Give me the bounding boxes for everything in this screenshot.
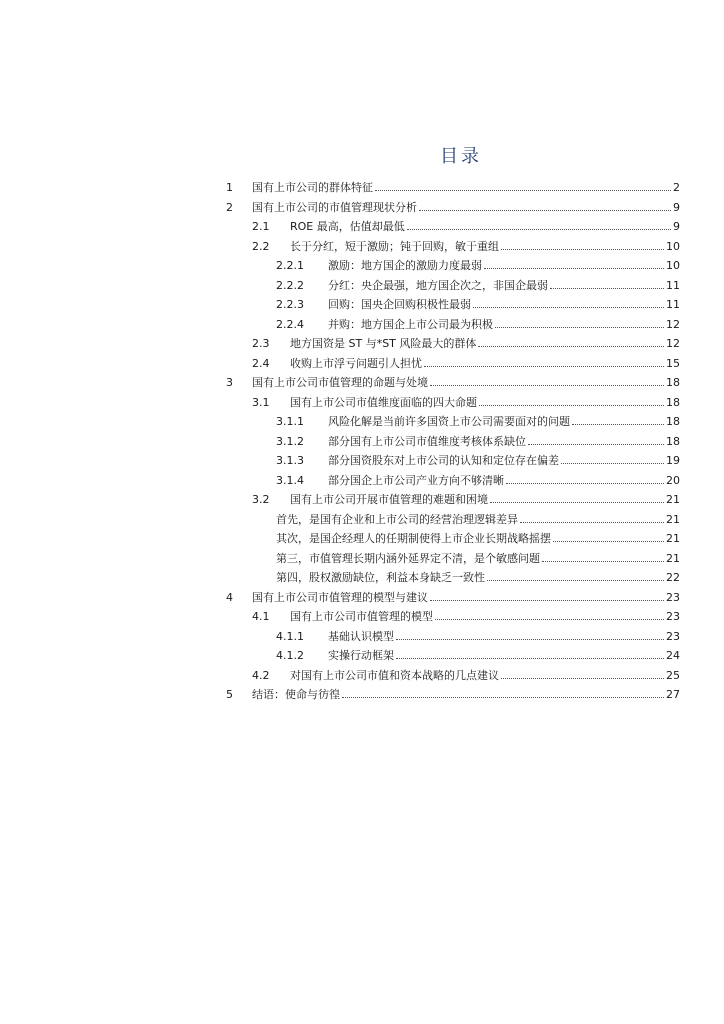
toc-entry-number: 2.2.4: [276, 317, 304, 331]
toc-entry-number: 4.2: [252, 668, 270, 682]
toc-entry[interactable]: [252, 235, 680, 253]
toc-entry-title: 分红：央企最强，地方国企次之，非国企最弱: [328, 278, 548, 292]
toc-entry-page: 18: [666, 376, 680, 389]
toc-entry-page: 10: [666, 239, 680, 253]
toc-entry-number: 1: [226, 181, 233, 194]
toc-entry[interactable]: [276, 293, 680, 311]
toc-entry-page: 27: [666, 688, 680, 701]
toc-entry[interactable]: [252, 332, 680, 350]
toc-dot-leader: [495, 327, 664, 328]
toc-entry-page: 23: [666, 629, 680, 643]
toc-entry-number: 2.2.2: [276, 278, 304, 292]
toc-entry-number: 2.1: [252, 220, 270, 233]
toc-title: 目录: [440, 146, 482, 167]
toc-dot-leader: [430, 600, 664, 601]
toc-entry-page: 9: [673, 200, 680, 214]
toc-dot-leader: [419, 210, 671, 211]
toc-entry-number: 3.2: [252, 493, 270, 506]
toc-entry-title: 收购上市浮亏问题引人担忧: [290, 356, 422, 370]
toc-entry[interactable]: [226, 586, 680, 604]
toc-entry[interactable]: [276, 469, 680, 487]
toc-entry[interactable]: [276, 644, 680, 662]
toc-dot-leader: [553, 541, 664, 542]
toc-entry-page: 23: [666, 590, 680, 604]
toc-entry-page: 25: [666, 668, 680, 682]
toc-entry-number: 2.2: [252, 239, 270, 253]
toc-entry-title: 激励：地方国企的激励力度最弱: [328, 259, 482, 272]
toc-entry-title: 风险化解是当前许多国资上市公司需要面对的问题: [328, 415, 570, 428]
toc-entry-number: 4.1: [252, 610, 270, 623]
toc-entry-title: 地方国资是 ST 与*ST 风险最大的群体: [290, 337, 477, 350]
toc-entry-title: 并购：地方国企上市公司最为积极: [328, 317, 493, 331]
toc-dot-leader: [430, 385, 664, 386]
toc-entry-title: 长于分红，短于激励；钝于回购，敏于重组: [290, 239, 499, 253]
toc-entry-page: 22: [666, 571, 680, 584]
toc-entry-page: 12: [666, 317, 680, 331]
toc-dot-leader: [478, 346, 664, 347]
toc-entry-number: 3.1: [252, 395, 270, 409]
toc-entry[interactable]: [276, 449, 680, 467]
toc-entry[interactable]: [276, 274, 680, 292]
toc-dot-leader: [473, 307, 664, 308]
toc-entry-title: 第四，股权激励缺位，利益本身缺乏一致性: [276, 571, 485, 584]
toc-dot-leader: [528, 444, 664, 445]
toc-entry[interactable]: [226, 196, 680, 214]
toc-entry-page: 21: [666, 493, 680, 506]
toc-entry[interactable]: [276, 625, 680, 643]
toc-entry[interactable]: [226, 683, 680, 701]
toc-dot-leader: [342, 697, 664, 698]
toc-entry-title: 对国有上市公司市值和资本战略的几点建议: [290, 668, 499, 682]
toc-entry-title: 第三，市值管理长期内涵外延界定不清，是个敏感问题: [276, 551, 540, 565]
toc-entry-number: 3.1.3: [276, 454, 304, 467]
toc-entry[interactable]: [226, 371, 680, 389]
toc-entry-page: 23: [666, 610, 680, 623]
toc-dot-leader: [542, 561, 664, 562]
toc-entry-number: 3.1.1: [276, 415, 304, 428]
toc-entry-number: 3.1.4: [276, 473, 304, 487]
toc-entry[interactable]: [226, 176, 680, 194]
toc-entry[interactable]: [276, 430, 680, 448]
toc-dot-leader: [484, 268, 664, 269]
toc-dot-leader: [375, 190, 671, 191]
toc-entry-page: 20: [666, 473, 680, 487]
toc-dot-leader: [407, 229, 671, 230]
toc-entry-title: 回购：国央企回购积极性最弱: [328, 298, 471, 311]
toc-entry-page: 11: [666, 298, 680, 311]
toc-entry[interactable]: [252, 605, 680, 623]
toc-dot-leader: [396, 658, 664, 659]
toc-dot-leader: [435, 619, 664, 620]
toc-entry-number: 4: [226, 590, 233, 604]
toc-entry[interactable]: [276, 508, 680, 526]
toc-entry[interactable]: [276, 527, 680, 545]
toc-dot-leader: [550, 288, 664, 289]
toc-entry-number: 4.1.2: [276, 649, 304, 662]
toc-entry-page: 18: [666, 415, 680, 428]
toc-entry-page: 2: [673, 181, 680, 194]
toc-entry-page: 12: [666, 337, 680, 350]
toc-dot-leader: [396, 639, 664, 640]
toc-dot-leader: [490, 502, 664, 503]
toc-dot-leader: [501, 678, 664, 679]
toc-dot-leader: [487, 580, 664, 581]
toc-entry-page: 15: [666, 356, 680, 370]
toc-entry-page: 9: [673, 220, 680, 233]
toc-entry-title: 国有上市公司市值管理的模型: [290, 610, 433, 623]
toc-dot-leader: [572, 424, 664, 425]
toc-entry[interactable]: [252, 391, 680, 409]
toc-entry-page: 18: [666, 434, 680, 448]
toc-entry-title: 国有上市公司市值维度面临的四大命题: [290, 395, 477, 409]
toc-entry[interactable]: [276, 547, 680, 565]
toc-entry-page: 18: [666, 395, 680, 409]
toc-entry-title: 部分国有上市公司市值维度考核体系缺位: [328, 434, 526, 448]
toc-entry-page: 11: [666, 278, 680, 292]
toc-entry[interactable]: [252, 352, 680, 370]
toc-entry-title: 国有上市公司的群体特征: [252, 181, 373, 194]
toc-entry[interactable]: [252, 215, 680, 233]
toc-dot-leader: [424, 366, 664, 367]
toc-dot-leader: [520, 522, 664, 523]
toc-entry-title: 部分国资股东对上市公司的认知和定位存在偏差: [328, 454, 559, 467]
toc-entry-page: 21: [666, 551, 680, 565]
toc-entry-number: 4.1.1: [276, 629, 304, 643]
toc-entry-title: 国有上市公司市值管理的命题与处境: [252, 376, 428, 389]
toc-entry[interactable]: [276, 254, 680, 272]
toc-dot-leader: [479, 405, 664, 406]
toc-entry-title: 基础认识模型: [328, 629, 394, 643]
toc-entry-page: 10: [666, 259, 680, 272]
toc-entry[interactable]: [276, 410, 680, 428]
toc-entry-page: 24: [666, 649, 680, 662]
toc-entry-number: 2.2.3: [276, 298, 304, 311]
toc-entry-title: 实操行动框架: [328, 649, 394, 662]
toc-dot-leader: [506, 483, 664, 484]
toc-entry-title: 国有上市公司市值管理的模型与建议: [252, 590, 428, 604]
toc-entry-number: 2.3: [252, 337, 270, 350]
toc-dot-leader: [501, 249, 664, 250]
toc-entry-page: 21: [666, 512, 680, 526]
toc-entry-number: 2.4: [252, 356, 270, 370]
toc-entry-title: 国有上市公司开展市值管理的难题和困境: [290, 493, 488, 506]
toc-entry-number: 2.2.1: [276, 259, 304, 272]
toc-entry-number: 2: [226, 200, 233, 214]
toc-entry-title: 结语：使命与彷徨: [252, 688, 340, 701]
toc-entry-title: 其次，是国企经理人的任期制使得上市企业长期战略摇摆: [276, 532, 551, 545]
toc-entry-title: 国有上市公司的市值管理现状分析: [252, 200, 417, 214]
toc-dot-leader: [561, 463, 664, 464]
toc-entry-number: 5: [226, 688, 233, 701]
toc-entry-page: 19: [666, 454, 680, 467]
toc-entry-number: 3.1.2: [276, 434, 304, 448]
toc-entry-title: 部分国企上市公司产业方向不够清晰: [328, 473, 504, 487]
toc-entry-page: 21: [666, 532, 680, 545]
toc-entry-title: 首先，是国有企业和上市公司的经营治理逻辑差异: [276, 512, 518, 526]
toc-entry[interactable]: [276, 566, 680, 584]
toc-entry[interactable]: [252, 488, 680, 506]
toc-entry-number: 3: [226, 376, 233, 389]
toc-entry[interactable]: [252, 664, 680, 682]
toc-entry[interactable]: [276, 313, 680, 331]
toc-entry-title: ROE 最高，估值却最低: [290, 220, 405, 233]
